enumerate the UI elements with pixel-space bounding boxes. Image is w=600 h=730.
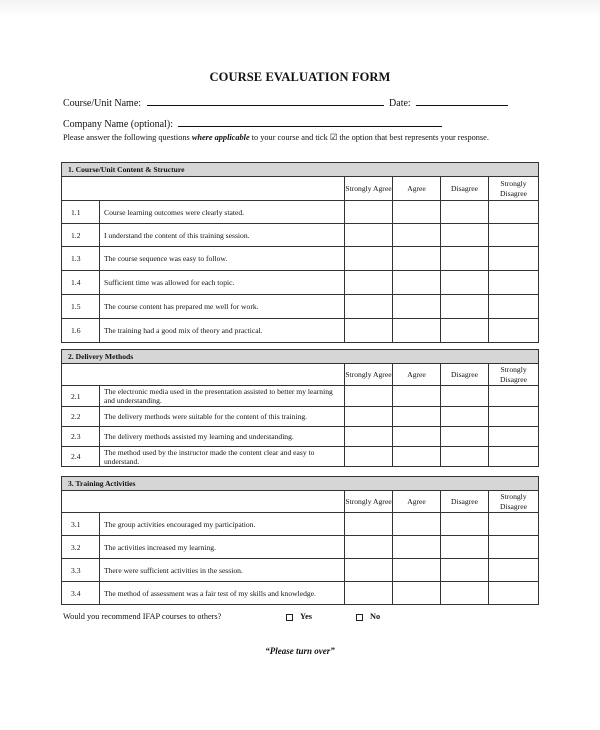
item-statement: I understand the content of this training session. <box>100 224 345 247</box>
col-disagree: Disagree <box>441 364 489 386</box>
rating-cell-strongly-disagree[interactable] <box>489 447 539 467</box>
rating-cell-agree[interactable] <box>393 427 441 447</box>
instructions-text-1: Please answer the following questions <box>63 133 192 142</box>
table-row <box>62 536 539 559</box>
recommend-yes-option[interactable] <box>286 612 312 621</box>
rating-cell-strongly-disagree[interactable] <box>489 559 539 582</box>
item-statement: Sufficient time was allowed for each topic. <box>100 271 345 295</box>
rating-cell-strongly-agree[interactable] <box>345 447 393 467</box>
rating-cell-disagree[interactable] <box>441 536 489 559</box>
rating-cell-strongly-disagree[interactable] <box>489 224 539 247</box>
rating-cell-strongly-disagree[interactable] <box>489 386 539 407</box>
recommend-no-option[interactable] <box>356 612 380 621</box>
item-statement: The activities increased my learning. <box>100 536 345 559</box>
rating-cell-agree[interactable] <box>393 582 441 605</box>
rating-cell-strongly-agree[interactable] <box>345 295 393 319</box>
item-number: 2.1 <box>62 386 100 407</box>
table-row <box>62 582 539 605</box>
rating-cell-strongly-agree[interactable] <box>345 224 393 247</box>
section-3-table <box>61 476 539 605</box>
col-disagree: Disagree <box>441 491 489 513</box>
item-statement: The course sequence was easy to follow. <box>100 247 345 271</box>
company-name-field[interactable] <box>178 117 442 127</box>
rating-cell-agree[interactable] <box>393 386 441 407</box>
rating-cell-disagree[interactable] <box>441 271 489 295</box>
item-statement: The method used by the instructor made the content clear and easy to understand. <box>100 447 345 467</box>
instructions-text-3: the option that best represents your response. <box>337 133 489 142</box>
section-3-title: 3. Training Activities <box>62 477 539 491</box>
course-name-row <box>63 96 508 109</box>
table-row <box>62 271 539 295</box>
rating-cell-agree[interactable] <box>393 513 441 536</box>
rating-cell-disagree[interactable] <box>441 386 489 407</box>
item-number: 1.4 <box>62 271 100 295</box>
rating-cell-disagree[interactable] <box>441 582 489 605</box>
company-name-row <box>63 117 442 130</box>
table-row <box>62 447 539 467</box>
company-name-label: Company Name (optional): <box>63 119 173 130</box>
rating-cell-disagree[interactable] <box>441 427 489 447</box>
form-title: COURSE EVALUATION FORM <box>209 70 391 84</box>
col-strongly-agree: Strongly Agree <box>345 364 393 386</box>
table-row <box>62 224 539 247</box>
rating-cell-disagree[interactable] <box>441 513 489 536</box>
col-agree: Agree <box>393 177 441 201</box>
col-strongly-agree: Strongly Agree <box>345 491 393 513</box>
table-row <box>62 407 539 427</box>
rating-cell-strongly-disagree[interactable] <box>489 536 539 559</box>
table-row <box>62 513 539 536</box>
item-statement: The delivery methods were suitable for the content of this training. <box>100 407 345 427</box>
item-statement: The course content has prepared me well for work. <box>100 295 345 319</box>
rating-cell-strongly-agree[interactable] <box>345 559 393 582</box>
item-number: 3.2 <box>62 536 100 559</box>
instructions-text-2: to your course and tick <box>249 133 330 142</box>
rating-cell-disagree[interactable] <box>441 407 489 427</box>
rating-cell-agree[interactable] <box>393 407 441 427</box>
item-statement: Course learning outcomes were clearly stated. <box>100 201 345 224</box>
rating-cell-agree[interactable] <box>393 224 441 247</box>
rating-cell-strongly-agree[interactable] <box>345 513 393 536</box>
turn-over-note: “Please turn over” <box>265 646 335 656</box>
table-row <box>62 559 539 582</box>
col-agree: Agree <box>393 491 441 513</box>
table-row <box>62 427 539 447</box>
item-number: 1.1 <box>62 201 100 224</box>
instructions-emphasis: where applicable <box>191 133 250 142</box>
recommend-question: Would you recommend IFAP courses to others? <box>63 612 222 621</box>
rating-cell-agree[interactable] <box>393 559 441 582</box>
rating-cell-disagree[interactable] <box>441 559 489 582</box>
rating-cell-strongly-disagree[interactable] <box>489 295 539 319</box>
item-statement: The method of assessment was a fair test of my skills and knowledge. <box>100 582 345 605</box>
item-statement: The electronic media used in the presentation assisted to better my learning and understanding. <box>100 386 345 407</box>
item-number: 1.5 <box>62 295 100 319</box>
rating-cell-agree[interactable] <box>393 201 441 224</box>
yes-label: Yes <box>300 612 312 621</box>
item-number: 1.3 <box>62 247 100 271</box>
table-row <box>62 201 539 224</box>
rating-cell-strongly-disagree[interactable] <box>489 582 539 605</box>
table-row <box>62 247 539 271</box>
item-statement: The group activities encouraged my participation. <box>100 513 345 536</box>
rating-cell-strongly-agree[interactable] <box>345 271 393 295</box>
tick-box-icon: ☑ <box>329 133 338 142</box>
item-number: 2.3 <box>62 427 100 447</box>
table-row <box>62 295 539 319</box>
item-number: 2.4 <box>62 447 100 467</box>
table-row <box>62 319 539 343</box>
course-name-field[interactable] <box>147 96 384 106</box>
rating-cell-agree[interactable] <box>393 319 441 343</box>
item-number: 1.2 <box>62 224 100 247</box>
no-label: No <box>370 612 381 621</box>
item-statement: The delivery methods assisted my learning and understanding. <box>100 427 345 447</box>
rating-cell-strongly-agree[interactable] <box>345 201 393 224</box>
instructions <box>63 133 538 144</box>
table-row <box>62 386 539 407</box>
rating-cell-strongly-agree[interactable] <box>345 536 393 559</box>
col-strongly-disagree: Strongly Disagree <box>489 491 539 513</box>
item-statement: There were sufficient activities in the session. <box>100 559 345 582</box>
item-number: 3.4 <box>62 582 100 605</box>
col-strongly-disagree: Strongly Disagree <box>489 177 539 201</box>
item-statement: The training had a good mix of theory and practical. <box>100 319 345 343</box>
header-blank <box>62 177 345 201</box>
rating-cell-strongly-disagree[interactable] <box>489 201 539 224</box>
col-strongly-agree: Strongly Agree <box>345 177 393 201</box>
rating-cell-strongly-disagree[interactable] <box>489 271 539 295</box>
rating-cell-agree[interactable] <box>393 247 441 271</box>
rating-cell-disagree[interactable] <box>441 295 489 319</box>
date-label: Date: <box>389 98 411 109</box>
rating-cell-strongly-disagree[interactable] <box>489 427 539 447</box>
rating-cell-strongly-disagree[interactable] <box>489 513 539 536</box>
rating-cell-disagree[interactable] <box>441 201 489 224</box>
section-2-title: 2. Delivery Methods <box>62 350 539 364</box>
col-agree: Agree <box>393 364 441 386</box>
rating-cell-strongly-agree[interactable] <box>345 319 393 343</box>
date-field[interactable] <box>416 96 508 106</box>
rating-cell-strongly-agree[interactable] <box>345 386 393 407</box>
item-number: 2.2 <box>62 407 100 427</box>
header-blank <box>62 364 345 386</box>
section-1-table <box>61 162 539 343</box>
rating-cell-strongly-disagree[interactable] <box>489 319 539 343</box>
rating-cell-agree[interactable] <box>393 447 441 467</box>
no-checkbox[interactable] <box>356 614 363 621</box>
item-number: 1.6 <box>62 319 100 343</box>
course-name-label: Course/Unit Name: <box>63 98 142 109</box>
yes-checkbox[interactable] <box>286 614 293 621</box>
rating-cell-strongly-agree[interactable] <box>345 427 393 447</box>
rating-cell-agree[interactable] <box>393 271 441 295</box>
rating-cell-disagree[interactable] <box>441 224 489 247</box>
rating-cell-strongly-agree[interactable] <box>345 582 393 605</box>
rating-cell-strongly-disagree[interactable] <box>489 407 539 427</box>
rating-cell-strongly-agree[interactable] <box>345 247 393 271</box>
item-number: 3.1 <box>62 513 100 536</box>
rating-cell-disagree[interactable] <box>441 447 489 467</box>
rating-cell-agree[interactable] <box>393 295 441 319</box>
item-number: 3.3 <box>62 559 100 582</box>
header-blank <box>62 491 345 513</box>
rating-cell-disagree[interactable] <box>441 319 489 343</box>
col-strongly-disagree: Strongly Disagree <box>489 364 539 386</box>
rating-cell-strongly-agree[interactable] <box>345 407 393 427</box>
rating-cell-agree[interactable] <box>393 536 441 559</box>
col-disagree: Disagree <box>441 177 489 201</box>
section-1-title: 1. Course/Unit Content & Structure <box>62 163 539 177</box>
section-2-table <box>61 349 539 467</box>
rating-cell-disagree[interactable] <box>441 247 489 271</box>
rating-cell-strongly-disagree[interactable] <box>489 247 539 271</box>
